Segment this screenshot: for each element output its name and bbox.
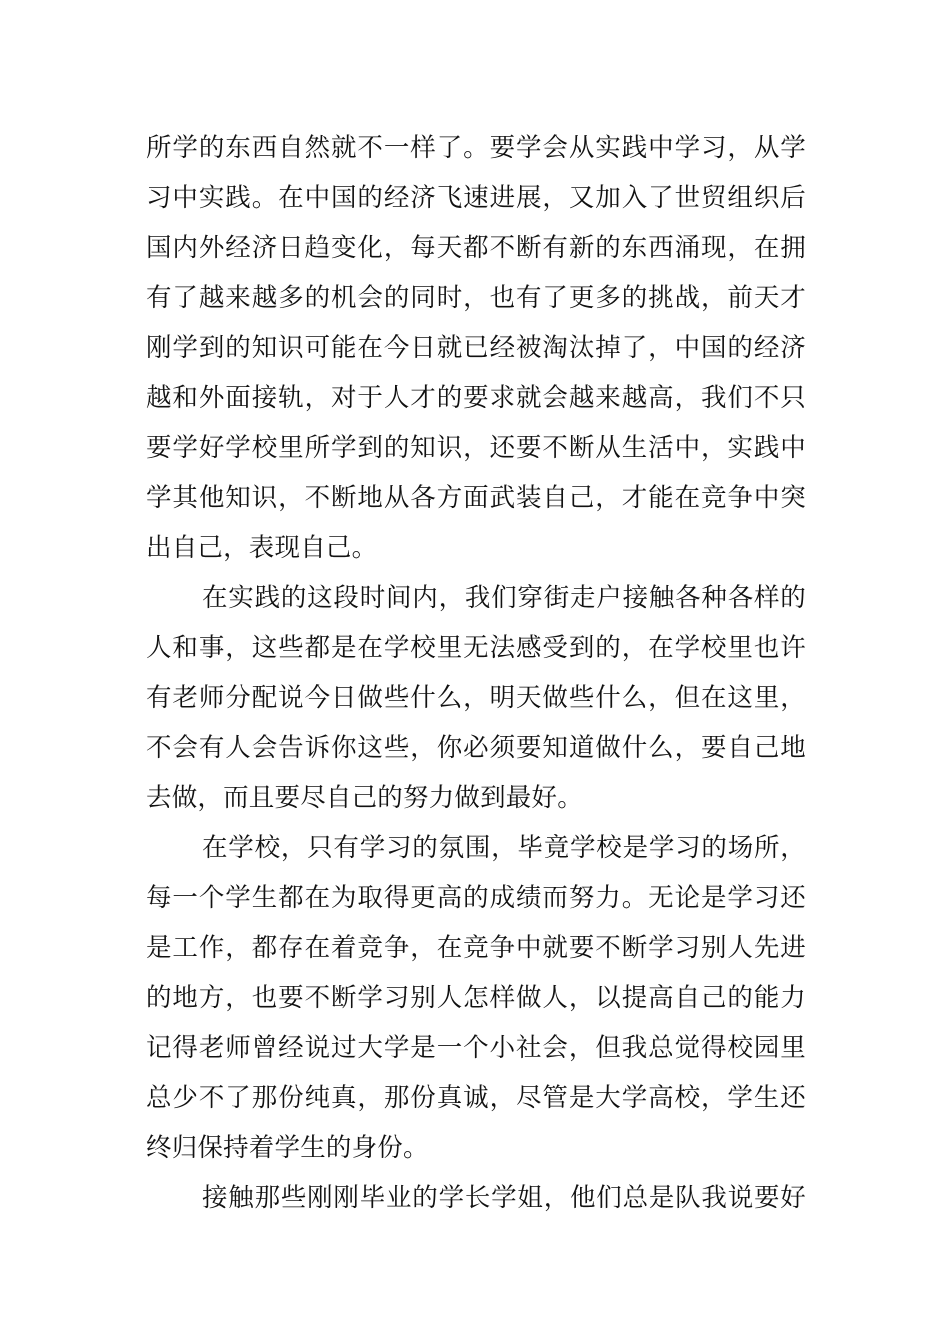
text-line: 每一个学生都在为取得更高的成绩而努力。无论是学习还: [146, 883, 806, 913]
text-line: 国内外经济日趋变化，每天都不断有新的东西涌现，在拥: [146, 233, 806, 263]
text-line: 有老师分配说今日做些什么，明天做些什么，但在这里，: [146, 683, 806, 713]
text-line: 的地方，也要不断学习别人怎样做人，以提高自己的能力: [146, 983, 806, 1013]
text-line: 有了越来越多的机会的同时，也有了更多的挑战，前天才: [146, 283, 806, 313]
text-line: 总少不了那份纯真，那份真诚，尽管是大学高校，学生还: [146, 1083, 806, 1113]
text-line: 不会有人会告诉你这些，你必须要知道做什么，要自己地: [146, 733, 806, 763]
text-line: 所学的东西自然就不一样了。要学会从实践中学习，从学: [146, 133, 806, 163]
text-line: 习中实践。在中国的经济飞速进展，又加入了世贸组织后: [146, 183, 806, 213]
text-line: 记得老师曾经说过大学是一个小社会，但我总觉得校园里: [146, 1033, 806, 1063]
text-line: 要学好学校里所学到的知识，还要不断从生活中，实践中: [146, 433, 806, 463]
paragraph-first-line: 在实践的这段时间内，我们穿街走户接触各种各样的: [202, 583, 806, 613]
paragraph-first-line: 在学校，只有学习的氛围，毕竟学校是学习的场所，: [202, 833, 806, 863]
text-line: 人和事，这些都是在学校里无法感受到的，在学校里也许: [146, 633, 806, 663]
text-line: 终归保持着学生的身份。: [146, 1133, 429, 1163]
text-line: 越和外面接轨，对于人才的要求就会越来越高，我们不只: [146, 383, 806, 413]
text-line: 学其他知识，不断地从各方面武装自己，才能在竞争中突: [146, 483, 806, 513]
text-line: 是工作，都存在着竞争，在竞争中就要不断学习别人先进: [146, 933, 806, 963]
paragraph-first-line: 接触那些刚刚毕业的学长学姐，他们总是队我说要好: [202, 1183, 806, 1213]
text-line: 去做，而且要尽自己的努力做到最好。: [146, 783, 583, 813]
text-line: 出自己，表现自己。: [146, 533, 378, 563]
text-line: 刚学到的知识可能在今日就已经被淘汰掉了，中国的经济: [146, 333, 806, 363]
